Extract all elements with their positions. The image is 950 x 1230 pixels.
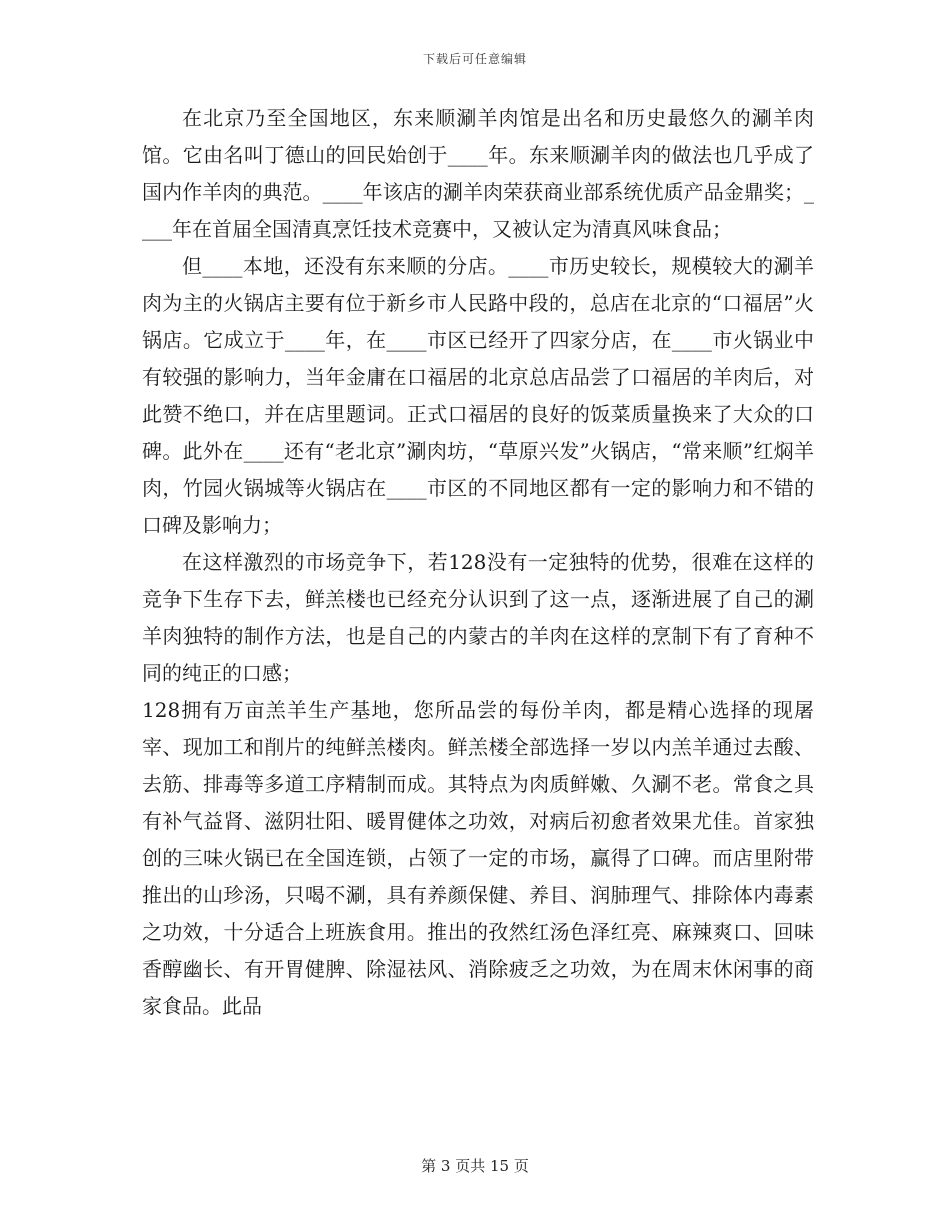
document-body [142, 100, 814, 1025]
paragraph-4: 128拥有万亩羔羊生产基地，您所品尝的每份羊肉，都是精心选择的现屠宰、现加工和削片的纯鲜羔楼肉。鲜羔楼全部选择一岁以内羔羊通过去酸、去筋、排毒等多道工序精制而成。其特点为肉质鲜嫩、久涮不老。常食之具有补气益肾、滋阴壮阳、暖胃健体之功效，对病后初愈者效果尤佳。首家独创的三味火锅已在全国连锁，占领了一定的市场，赢得了口碑。而店里附带推出的山珍汤，只喝不涮，具有养颜保健、养目、润肺理气、排除体内毒素之功效，十分适合上班族食用。推出的孜然红汤色泽红亮、麻辣爽口、回味香醇幽长、有开胃健脾、除湿祛风、消除疲乏之功效，为在周末休闲事的商家食品。此品 [142, 698, 814, 1018]
page-header: 下载后可任意编辑 [422, 52, 527, 66]
page-footer: 第 3 页共 15 页 [421, 1157, 529, 1175]
paragraph-2: 但____本地，还没有东来顺的分店。____市历史较长，规模较大的涮羊肉为主的火锅店主要有位于新乡市人民路中段的，总店在北京的“口福居”火锅店。它成立于____年，在____市区已经开了四家分店，在____市火锅业中有较强的影响力，当年金庸在口福居的北京总店品尝了口福居的羊肉后，对此赞不绝口，并在店里题词。正式口福居的良好的饭菜质量换来了大众的口碑。此外在____还有“老北京”涮肉坊，“草原兴发”火锅店，“常来顺”红焖羊肉，竹园火锅城等火锅店在____市区的不同地区都有一定的影响力和不错的口碑及影响力； [142, 254, 814, 537]
paragraph-3: 在这样激烈的市场竞争下，若128没有一定独特的优势，很难在这样的竞争下生存下去，鲜羔楼也已经充分认识到了这一点，逐渐进展了自己的涮羊肉独特的制作方法，也是自己的内蒙古的羊肉在这样的烹制下有了育种不同的纯正的口感； [142, 550, 814, 685]
paragraph-1: 在北京乃至全国地区，东来顺涮羊肉馆是出名和历史最悠久的涮羊肉馆。它由名叫丁德山的回民始创于____年。东来顺涮羊肉的做法也几乎成了国内作羊肉的典范。____年该店的涮羊肉荣获商业部系统优质产品金鼎奖；____年在首届全国清真烹饪技术竞赛中，又被认定为清真风味食品； [142, 106, 814, 241]
